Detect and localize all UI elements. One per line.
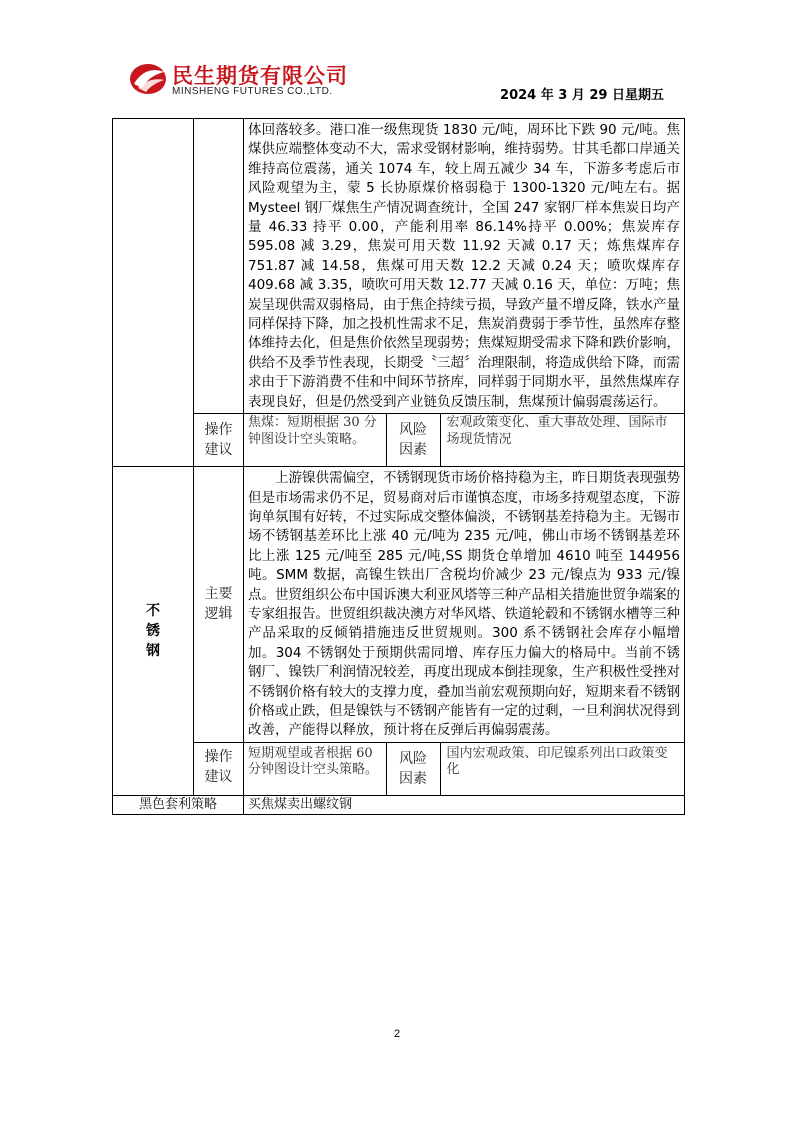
stainless-risk-label: 风险 因素 (399, 750, 427, 787)
stainless-logic-text: 上游镍供需偏空，不锈钢现货市场价格持稳为主，昨日期货表现强势但是市场需求仍不足，贸易商对后市谨慎态度，市场多持观望态度，下游询单氛围有好转，不过实际成交整体偏淡，不锈钢基差持稳为主。无锡市场不锈钢基差环比上涨 40 元/吨为 235 元/吨，佛山市场不锈钢基差环比上涨 125 元/吨至 285 元/吨,SS 期货仓单增加 4610 吨至 144956 吨。SMM 数据，高镍生铁出厂含税均价减少 23 元/镍点为 933 元/镍点。世贸组织公布中国诉澳大利亚风塔等三种产品相关措施世贸争端案的专家组报告。世贸组织裁决澳方对华风塔、铁道轮毂和不锈钢水槽等三种产品采取的反倾销措施违反世贸规则。300 系不锈钢社会库存小幅增加。304 不锈钢处于预期供需同增、库存压力偏大的格局中。当前不锈钢厂、镍铁厂利润情况较差，再度出现成本倒挂现象，生产积极性受挫对不锈钢价格有较大的支撑力度，叠加当前宏观预期向好，短期来看不锈钢价格或止跌，但是镍铁与不锈钢产能皆有一定的过剩，一旦利润状况得到改善，产能得以释放，预计将在反弹后再偏弱震荡。 (248, 470, 680, 739)
coke-op-subtable (244, 414, 684, 466)
coke-logic-row (113, 119, 685, 414)
strategy-table (112, 118, 685, 815)
stainless-sector-name: 不 锈 钢 (146, 602, 160, 659)
coke-operation-row (113, 414, 685, 467)
coke-risk-text: 宏观政策变化、重大事故处理、国际市场现货情况 (446, 415, 668, 447)
arbitrage-row (113, 795, 685, 814)
stainless-op-subtable (244, 743, 684, 795)
stainless-op-label: 操作 建议 (204, 748, 233, 785)
stainless-operation-row (113, 742, 685, 795)
stainless-op-text: 短期观望或者根据 60 分钟图设计空头策略。 (248, 745, 379, 778)
minsheng-logo-icon (128, 62, 168, 96)
minsheng-logo (128, 56, 368, 106)
page-header (120, 52, 680, 110)
page-number: 2 (393, 1028, 401, 1040)
coke-logic-text: 体回落较多。港口准一级焦现货 1830 元/吨，周环比下跌 90 元/吨。焦煤供应端整体变动不大，需求受钢材影响，维持弱势。甘其毛都口岸通关维持高位震荡，通关 1074 车，较上周五减少 34 车，下游多考虑后市风险观望为主，蒙 5 长协原煤价格弱稳于 1300-1320 元/吨左右。据 Mysteel 钢厂煤焦生产情况调查统计，全国 247 家钢厂样本焦炭日均产量 46.33 持平 0.00，产能利用率 86.14%持平 0.00%；焦炭库存 595.08 减 3.29，焦炭可用天数 11.92 天减 0.17 天；炼焦煤库存 751.87 减 14.58，焦煤可用天数 12.2 天减 0.24 天；喷吹煤库存 409.68 减 3.35，喷吹可用天数 12.77 天减 0.16 天，单位：万吨；焦炭呈现供需双弱格局，由于焦企持续亏损，导致产量不增反降，铁水产量同样保持下降，加之投机性需求不足，焦炭消费弱于季节性，虽然库存整体维持去化，但是焦价依然呈现弱势；焦煤短期受需求下降和跌价影响，供给不及季节性表现，长期受〝三超〞治理限制，将造成供给下降，而需求由于下游消费不佳和中间环节挤库，同样弱于同期水平，虽然焦煤库存表现良好，但是仍然受到产业链负反馈压制，焦煤预计偏弱震荡运行。 (248, 122, 680, 410)
stainless-logic-row (113, 467, 685, 743)
coke-risk-label: 风险 因素 (399, 422, 427, 459)
coke-op-text: 焦煤：短期根据 30 分钟图设计空头策略。 (248, 415, 377, 447)
coke-logic-label-cell (194, 119, 244, 414)
stainless-risk-text: 国内宏观政策、印尼镍系列出口政策变化 (446, 745, 668, 778)
company-name-en: MINSHENG FUTURES CO.,LTD. (172, 86, 333, 97)
arbitrage-label: 黑色套利策略 (138, 796, 217, 812)
arbitrage-text: 买焦煤卖出螺纹钢 (248, 796, 353, 812)
company-name-cn: 民生期货有限公司 (172, 64, 348, 88)
report-date: 2024 年 3 月 29 日星期五 (500, 88, 664, 103)
stainless-logic-label: 主要 逻辑 (204, 586, 233, 623)
coke-op-label: 操作 建议 (204, 422, 233, 459)
coke-sector-cell (113, 119, 194, 467)
